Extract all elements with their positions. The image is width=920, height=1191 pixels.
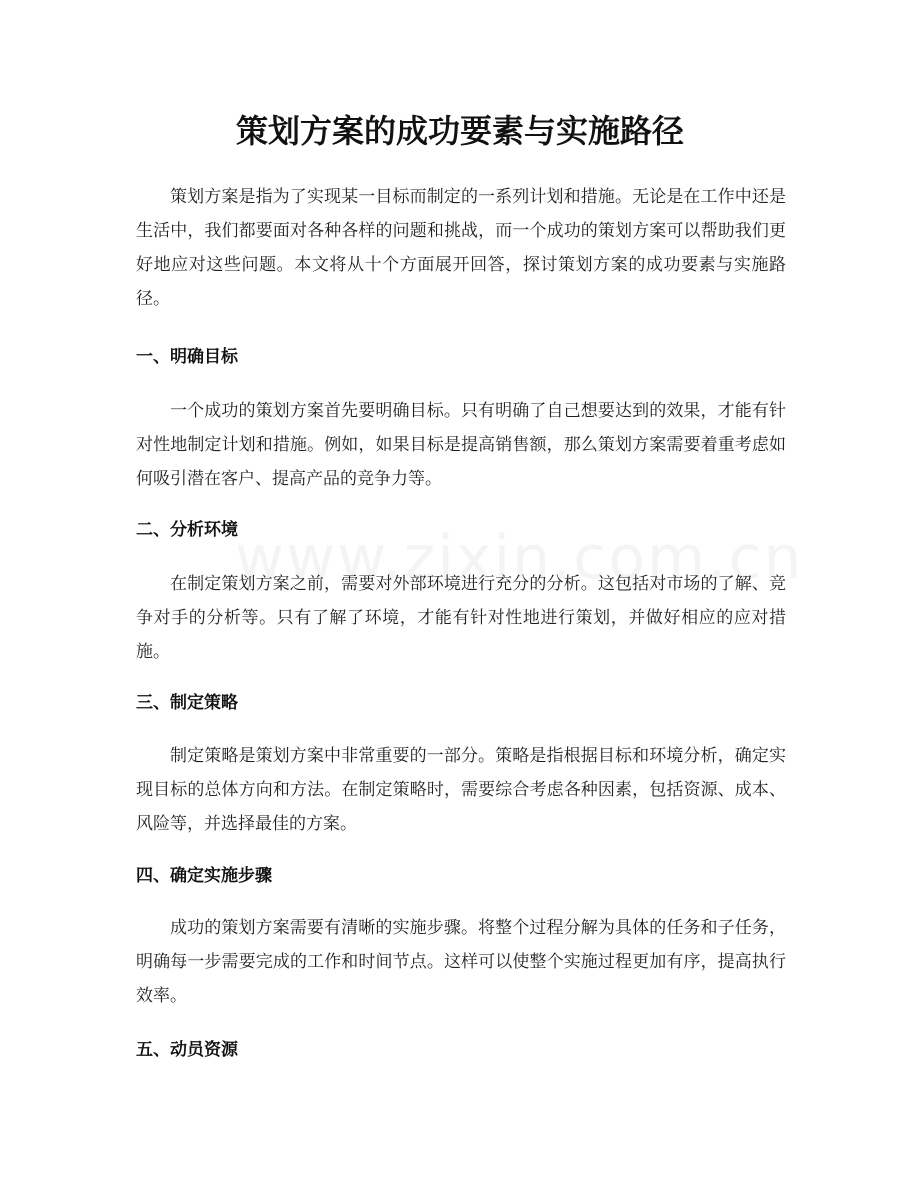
section-heading-1: 一、明确目标 — [136, 347, 238, 367]
section-heading-2: 二、分析环境 — [136, 520, 238, 540]
section-body-3: 制定策略是策划方案中非常重要的一部分。策略是指根据目标和环境分析，确定实现目标的总体方向和方法。在制定策略时，需要综合考虑各种因素，包括资源、成本、风险等，并选择最佳的方案。 — [136, 746, 786, 834]
section-heading-3: 三、制定策略 — [136, 693, 238, 713]
section-body-4: 成功的策划方案需要有清晰的实施步骤。将整个过程分解为具体的任务和子任务，明确每一步需要完成的工作和时间节点。这样可以使整个实施过程更加有序，提高执行效率。 — [136, 918, 786, 1006]
intro-paragraph: 策划方案是指为了实现某一目标而制定的一系列计划和措施。无论是在工作中还是生活中，我们都要面对各种各样的问题和挑战，而一个成功的策划方案可以帮助我们更好地应对这些问题。本文将从十个方面展开回答，探讨策划方案的成功要素与实施路径。 — [136, 187, 786, 309]
document-title: 策划方案的成功要素与实施路径 — [235, 112, 684, 150]
section-heading-5: 五、动员资源 — [136, 1040, 238, 1060]
section-heading-4: 四、确定实施步骤 — [136, 866, 272, 886]
section-body-1: 一个成功的策划方案首先要明确目标。只有明确了自己想要达到的效果，才能有针对性地制定计划和措施。例如，如果目标是提高销售额，那么策划方案需要着重考虑如何吸引潜在客户、提高产品的竞争力等。 — [136, 401, 786, 489]
section-body-2: 在制定策划方案之前，需要对外部环境进行充分的分析。这包括对市场的了解、竞争对手的分析等。只有了解了环境，才能有针对性地进行策划，并做好相应的应对措施。 — [136, 574, 786, 662]
